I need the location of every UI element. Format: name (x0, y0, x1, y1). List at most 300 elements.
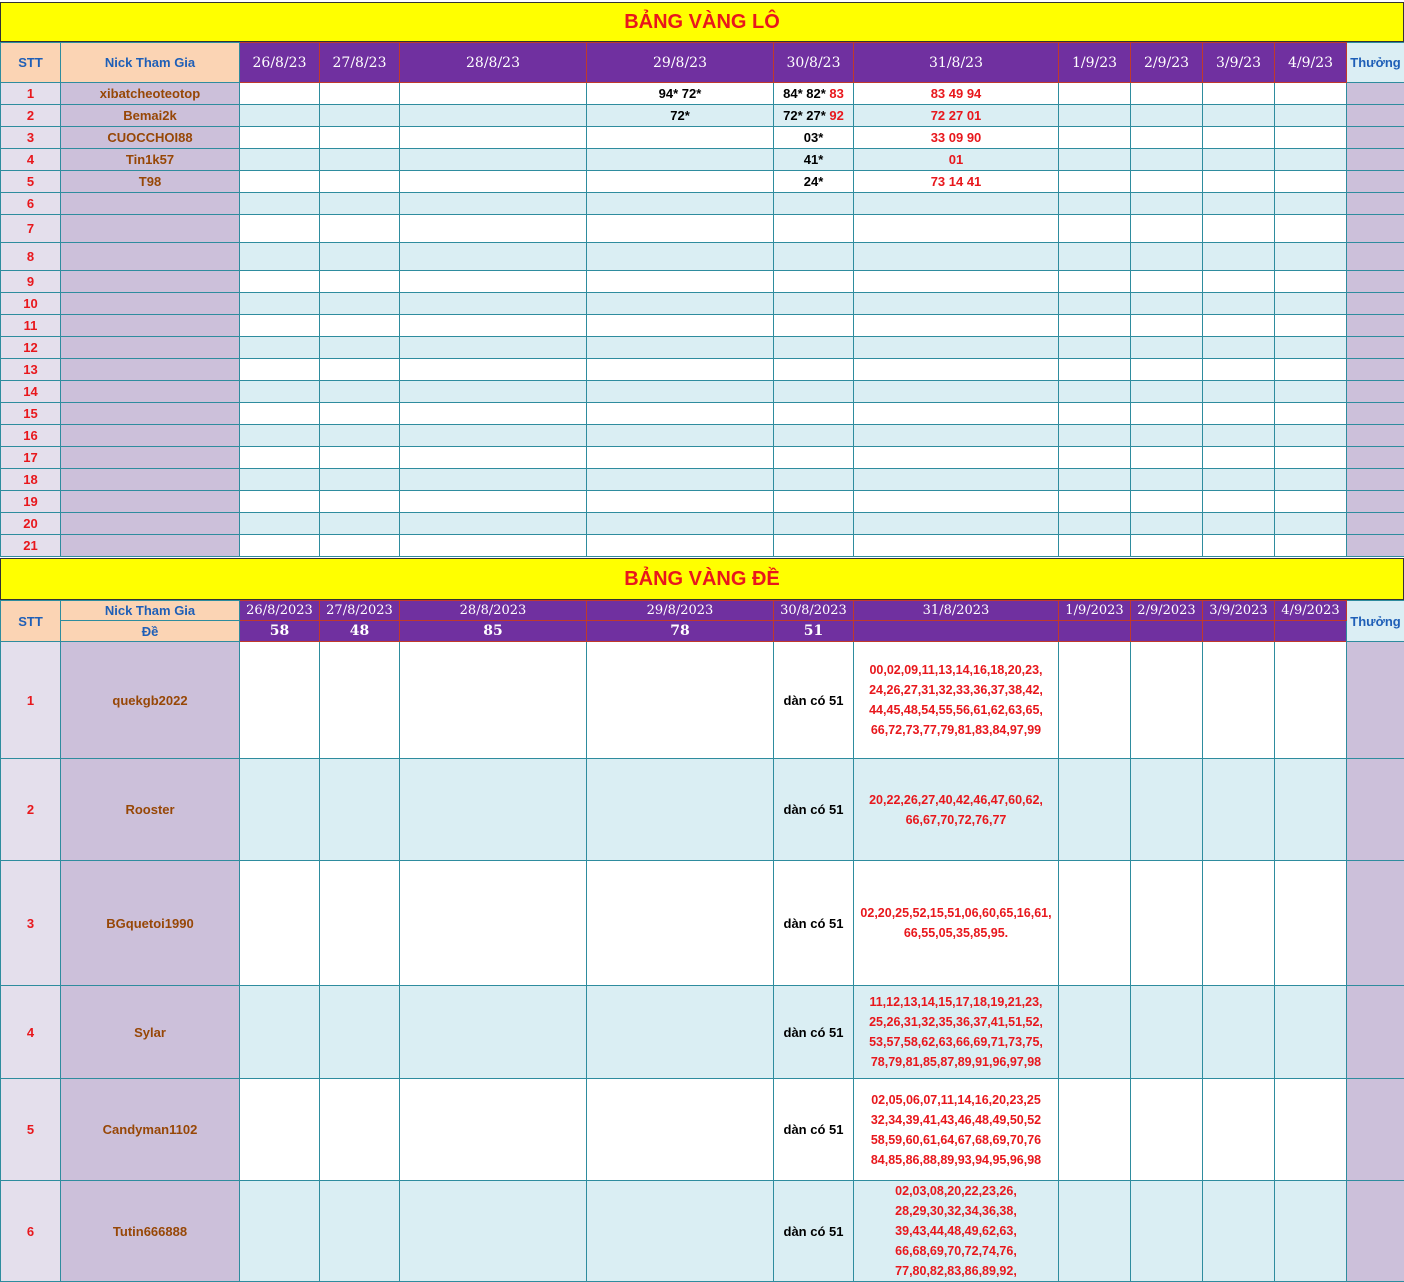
nick-cell[interactable] (61, 535, 240, 557)
date-cell[interactable] (320, 469, 400, 491)
date-cell[interactable]: 33 09 90 (854, 127, 1059, 149)
date-cell[interactable] (400, 642, 587, 759)
date-cell[interactable] (587, 193, 774, 215)
date-cell[interactable] (774, 243, 854, 271)
date-cell[interactable] (240, 359, 320, 381)
date-cell[interactable] (1059, 1181, 1131, 1282)
date-cell[interactable] (587, 491, 774, 513)
date-cell[interactable] (240, 149, 320, 171)
thuong-cell[interactable] (1347, 535, 1404, 557)
date-cell[interactable] (1131, 425, 1203, 447)
nick-cell[interactable] (61, 491, 240, 513)
date-cell[interactable] (774, 469, 854, 491)
date-cell[interactable] (1131, 337, 1203, 359)
date-cell[interactable] (587, 1181, 774, 1282)
date-cell[interactable] (400, 243, 587, 271)
date-cell[interactable] (1131, 535, 1203, 557)
date-cell[interactable] (320, 986, 400, 1079)
nick-cell[interactable] (61, 271, 240, 293)
nick-cell[interactable]: BGquetoi1990 (61, 861, 240, 986)
date-cell[interactable] (774, 193, 854, 215)
date-cell[interactable] (1203, 425, 1275, 447)
date-cell[interactable] (1059, 1079, 1131, 1181)
thuong-cell[interactable] (1347, 513, 1404, 535)
date-cell[interactable] (774, 171, 854, 193)
date-cell[interactable] (587, 513, 774, 535)
date-cell[interactable] (1131, 83, 1203, 105)
date-cell[interactable] (1203, 215, 1275, 243)
date-cell[interactable] (1203, 491, 1275, 513)
date-cell[interactable] (320, 149, 400, 171)
date-cell[interactable] (400, 425, 587, 447)
date-cell[interactable] (400, 215, 587, 243)
date-cell[interactable] (774, 425, 854, 447)
date-cell[interactable] (1131, 215, 1203, 243)
date-cell[interactable] (1203, 535, 1275, 557)
date-cell[interactable] (400, 315, 587, 337)
nick-cell[interactable]: xibatcheoteotop (61, 83, 240, 105)
date-cell[interactable] (240, 861, 320, 986)
date-cell[interactable] (587, 425, 774, 447)
date-cell[interactable] (400, 403, 587, 425)
date-cell[interactable] (1131, 271, 1203, 293)
date-cell[interactable] (1059, 337, 1131, 359)
date-cell[interactable] (240, 127, 320, 149)
date-cell[interactable]: 72* (587, 105, 774, 127)
date-cell[interactable] (854, 425, 1059, 447)
date-cell[interactable] (240, 403, 320, 425)
date-cell[interactable] (320, 83, 400, 105)
thuong-cell[interactable] (1347, 83, 1404, 105)
date-cell[interactable] (320, 293, 400, 315)
thuong-cell[interactable] (1347, 293, 1404, 315)
date-cell[interactable] (240, 469, 320, 491)
date-cell[interactable] (854, 381, 1059, 403)
date-cell[interactable] (240, 337, 320, 359)
date-cell[interactable] (1059, 403, 1131, 425)
date-cell[interactable] (400, 293, 587, 315)
numbers-cell[interactable] (854, 759, 1059, 861)
date-cell[interactable] (1203, 403, 1275, 425)
date-cell[interactable] (1059, 293, 1131, 315)
nick-cell[interactable] (61, 513, 240, 535)
date-cell[interactable] (320, 127, 400, 149)
date-cell[interactable] (587, 271, 774, 293)
date-cell[interactable] (320, 215, 400, 243)
date-cell[interactable] (400, 447, 587, 469)
date-cell[interactable] (1203, 271, 1275, 293)
date-cell[interactable] (1275, 193, 1347, 215)
date-cell[interactable] (774, 215, 854, 243)
date-cell[interactable] (320, 491, 400, 513)
date-cell[interactable] (774, 127, 854, 149)
date-cell[interactable] (1131, 105, 1203, 127)
nick-cell[interactable] (61, 425, 240, 447)
date-cell[interactable] (854, 535, 1059, 557)
date-cell[interactable] (1131, 469, 1203, 491)
date-cell[interactable]: 73 14 41 (854, 171, 1059, 193)
date-cell[interactable] (1275, 861, 1347, 986)
date-cell[interactable] (1203, 861, 1275, 986)
date-cell[interactable] (240, 447, 320, 469)
thuong-cell[interactable] (1347, 315, 1404, 337)
date-cell[interactable] (1203, 642, 1275, 759)
date-cell[interactable] (1059, 359, 1131, 381)
thuong-cell[interactable] (1347, 1181, 1404, 1282)
date-cell[interactable] (1059, 127, 1131, 149)
date-cell[interactable] (400, 171, 587, 193)
date-cell[interactable] (1203, 105, 1275, 127)
date-cell[interactable] (1059, 491, 1131, 513)
thuong-cell[interactable] (1347, 1079, 1404, 1181)
nick-cell[interactable] (61, 381, 240, 403)
date-cell[interactable] (1275, 243, 1347, 271)
nick-cell[interactable]: quekgb2022 (61, 642, 240, 759)
date-cell[interactable] (400, 535, 587, 557)
date-cell[interactable] (587, 243, 774, 271)
date-cell[interactable] (240, 986, 320, 1079)
date-cell[interactable] (320, 1181, 400, 1282)
date-cell[interactable]: 83 49 94 (854, 83, 1059, 105)
date-cell[interactable]: 01 (854, 149, 1059, 171)
thuong-cell[interactable] (1347, 171, 1404, 193)
date-cell[interactable] (774, 105, 854, 127)
date-cell[interactable] (320, 337, 400, 359)
nick-cell[interactable]: Bemai2k (61, 105, 240, 127)
date-cell[interactable] (1131, 861, 1203, 986)
thuong-cell[interactable] (1347, 469, 1404, 491)
date-cell[interactable] (1131, 513, 1203, 535)
date-cell[interactable] (1275, 491, 1347, 513)
nick-cell[interactable] (61, 293, 240, 315)
numbers-cell[interactable] (854, 1181, 1059, 1282)
date-cell[interactable] (1059, 447, 1131, 469)
date-cell[interactable] (774, 491, 854, 513)
date-cell[interactable] (587, 986, 774, 1079)
date-cell[interactable] (1131, 127, 1203, 149)
date-cell[interactable] (854, 447, 1059, 469)
date-cell[interactable] (240, 243, 320, 271)
date-cell[interactable] (1203, 1181, 1275, 1282)
nick-cell[interactable]: T98 (61, 171, 240, 193)
date-cell[interactable] (774, 381, 854, 403)
nick-cell[interactable] (61, 215, 240, 243)
date-cell[interactable] (320, 193, 400, 215)
date-cell[interactable] (240, 425, 320, 447)
date-cell[interactable] (587, 1079, 774, 1181)
date-cell[interactable] (320, 243, 400, 271)
thuong-cell[interactable] (1347, 861, 1404, 986)
date-cell[interactable] (1131, 359, 1203, 381)
date-cell[interactable] (1275, 381, 1347, 403)
date-cell[interactable] (1131, 1079, 1203, 1181)
date-cell[interactable] (1275, 337, 1347, 359)
date-cell[interactable] (774, 447, 854, 469)
date-cell[interactable] (1203, 1079, 1275, 1181)
thuong-cell[interactable] (1347, 491, 1404, 513)
date-cell[interactable] (1275, 535, 1347, 557)
date-cell[interactable] (1059, 535, 1131, 557)
date-cell[interactable] (240, 381, 320, 403)
date-cell[interactable] (587, 403, 774, 425)
date-cell[interactable] (240, 1181, 320, 1282)
date-cell[interactable] (774, 535, 854, 557)
date-cell[interactable] (400, 83, 587, 105)
date-cell[interactable] (320, 171, 400, 193)
thuong-cell[interactable] (1347, 127, 1404, 149)
date-cell[interactable]: 94* 72* (587, 83, 774, 105)
date-cell[interactable] (1059, 83, 1131, 105)
date-cell[interactable] (587, 861, 774, 986)
date-cell[interactable] (1203, 447, 1275, 469)
date-cell[interactable] (400, 105, 587, 127)
date-cell[interactable] (587, 381, 774, 403)
date-cell[interactable] (240, 271, 320, 293)
numbers-cell[interactable] (854, 861, 1059, 986)
date-cell[interactable] (854, 491, 1059, 513)
date-cell[interactable] (587, 469, 774, 491)
date-cell[interactable] (587, 447, 774, 469)
date-cell[interactable] (400, 469, 587, 491)
date-cell[interactable] (320, 1079, 400, 1181)
date-cell[interactable] (240, 215, 320, 243)
date-cell[interactable] (1059, 193, 1131, 215)
date-cell[interactable] (1059, 759, 1131, 861)
date-cell[interactable] (1131, 381, 1203, 403)
thuong-cell[interactable] (1347, 215, 1404, 243)
date-cell[interactable] (400, 491, 587, 513)
nick-cell[interactable]: Candyman1102 (61, 1079, 240, 1181)
date-cell[interactable] (320, 861, 400, 986)
date-cell[interactable] (774, 337, 854, 359)
date-cell[interactable] (400, 149, 587, 171)
date-cell[interactable] (1203, 986, 1275, 1079)
thuong-cell[interactable] (1347, 243, 1404, 271)
nick-cell[interactable] (61, 403, 240, 425)
date-cell[interactable]: dàn có 51 (774, 759, 854, 861)
date-cell[interactable] (1059, 469, 1131, 491)
date-cell[interactable]: dàn có 51 (774, 861, 854, 986)
thuong-cell[interactable] (1347, 359, 1404, 381)
date-cell[interactable] (320, 642, 400, 759)
date-cell[interactable]: 72 27 01 (854, 105, 1059, 127)
date-cell[interactable] (587, 642, 774, 759)
date-cell[interactable] (1275, 759, 1347, 861)
date-cell[interactable] (240, 293, 320, 315)
thuong-cell[interactable] (1347, 381, 1404, 403)
date-cell[interactable] (1059, 425, 1131, 447)
nick-cell[interactable] (61, 337, 240, 359)
date-cell[interactable] (400, 381, 587, 403)
date-cell[interactable] (1275, 1079, 1347, 1181)
date-cell[interactable] (240, 642, 320, 759)
date-cell[interactable] (1131, 403, 1203, 425)
thuong-cell[interactable] (1347, 337, 1404, 359)
thuong-cell[interactable] (1347, 642, 1404, 759)
date-cell[interactable] (1275, 127, 1347, 149)
date-cell[interactable] (1059, 642, 1131, 759)
date-cell[interactable] (240, 535, 320, 557)
date-cell[interactable] (240, 315, 320, 337)
date-cell[interactable] (1275, 105, 1347, 127)
date-cell[interactable] (854, 193, 1059, 215)
date-cell[interactable] (587, 149, 774, 171)
date-cell[interactable] (1131, 193, 1203, 215)
date-cell[interactable] (587, 127, 774, 149)
date-cell[interactable] (400, 271, 587, 293)
date-cell[interactable] (1059, 149, 1131, 171)
date-cell[interactable] (854, 359, 1059, 381)
date-cell[interactable] (587, 293, 774, 315)
date-cell[interactable] (774, 149, 854, 171)
date-cell[interactable] (320, 535, 400, 557)
date-cell[interactable] (320, 425, 400, 447)
date-cell[interactable] (400, 513, 587, 535)
nick-cell[interactable]: Rooster (61, 759, 240, 861)
date-cell[interactable] (320, 315, 400, 337)
date-cell[interactable] (1275, 642, 1347, 759)
thuong-cell[interactable] (1347, 149, 1404, 171)
date-cell[interactable] (854, 469, 1059, 491)
date-cell[interactable] (400, 337, 587, 359)
date-cell[interactable] (854, 337, 1059, 359)
date-cell[interactable] (587, 759, 774, 861)
date-cell[interactable] (1275, 215, 1347, 243)
date-cell[interactable] (1203, 149, 1275, 171)
date-cell[interactable] (240, 513, 320, 535)
date-cell[interactable] (240, 491, 320, 513)
date-cell[interactable] (1275, 469, 1347, 491)
date-cell[interactable] (774, 403, 854, 425)
date-cell[interactable] (320, 271, 400, 293)
date-cell[interactable] (240, 105, 320, 127)
date-cell[interactable] (1131, 491, 1203, 513)
nick-cell[interactable]: CUOCCHOI88 (61, 127, 240, 149)
date-cell[interactable] (1059, 381, 1131, 403)
date-cell[interactable] (400, 1079, 587, 1181)
date-cell[interactable] (1131, 243, 1203, 271)
date-cell[interactable] (774, 271, 854, 293)
date-cell[interactable] (240, 1079, 320, 1181)
nick-cell[interactable] (61, 243, 240, 271)
nick-cell[interactable] (61, 193, 240, 215)
date-cell[interactable] (774, 513, 854, 535)
date-cell[interactable] (774, 293, 854, 315)
date-cell[interactable] (1275, 986, 1347, 1079)
date-cell[interactable] (320, 105, 400, 127)
date-cell[interactable] (240, 83, 320, 105)
nick-cell[interactable]: Tin1k57 (61, 149, 240, 171)
date-cell[interactable] (1131, 293, 1203, 315)
date-cell[interactable]: dàn có 51 (774, 986, 854, 1079)
date-cell[interactable] (400, 759, 587, 861)
date-cell[interactable] (1275, 315, 1347, 337)
date-cell[interactable] (1203, 127, 1275, 149)
date-cell[interactable] (1203, 759, 1275, 861)
date-cell[interactable] (1275, 359, 1347, 381)
date-cell[interactable] (1059, 171, 1131, 193)
date-cell[interactable] (240, 759, 320, 861)
date-cell[interactable]: dàn có 51 (774, 642, 854, 759)
date-cell[interactable] (1059, 105, 1131, 127)
date-cell[interactable]: dàn có 51 (774, 1079, 854, 1181)
date-cell[interactable] (1203, 513, 1275, 535)
date-cell[interactable] (1203, 243, 1275, 271)
date-cell[interactable] (1275, 425, 1347, 447)
date-cell[interactable] (1203, 381, 1275, 403)
date-cell[interactable] (320, 359, 400, 381)
nick-cell[interactable] (61, 469, 240, 491)
date-cell[interactable] (1059, 986, 1131, 1079)
date-cell[interactable]: dàn có 51 (774, 1181, 854, 1282)
date-cell[interactable] (1275, 447, 1347, 469)
thuong-cell[interactable] (1347, 105, 1404, 127)
date-cell[interactable] (320, 447, 400, 469)
date-cell[interactable] (587, 171, 774, 193)
date-cell[interactable] (1131, 759, 1203, 861)
thuong-cell[interactable] (1347, 403, 1404, 425)
nick-cell[interactable]: Sylar (61, 986, 240, 1079)
date-cell[interactable] (1275, 1181, 1347, 1282)
nick-cell[interactable] (61, 447, 240, 469)
date-cell[interactable] (1203, 469, 1275, 491)
date-cell[interactable] (587, 535, 774, 557)
numbers-cell[interactable] (854, 1079, 1059, 1181)
date-cell[interactable] (774, 315, 854, 337)
date-cell[interactable] (854, 271, 1059, 293)
date-cell[interactable] (400, 127, 587, 149)
date-cell[interactable] (240, 171, 320, 193)
date-cell[interactable] (854, 243, 1059, 271)
date-cell[interactable] (1203, 359, 1275, 381)
date-cell[interactable] (400, 359, 587, 381)
date-cell[interactable] (1059, 271, 1131, 293)
thuong-cell[interactable] (1347, 447, 1404, 469)
date-cell[interactable] (1275, 293, 1347, 315)
date-cell[interactable] (854, 513, 1059, 535)
date-cell[interactable] (320, 403, 400, 425)
numbers-cell[interactable] (854, 986, 1059, 1079)
date-cell[interactable] (854, 403, 1059, 425)
date-cell[interactable] (1131, 642, 1203, 759)
date-cell[interactable] (854, 315, 1059, 337)
nick-cell[interactable] (61, 315, 240, 337)
date-cell[interactable] (1275, 271, 1347, 293)
thuong-cell[interactable] (1347, 425, 1404, 447)
date-cell[interactable] (400, 193, 587, 215)
date-cell[interactable] (320, 513, 400, 535)
date-cell[interactable] (1059, 513, 1131, 535)
numbers-cell[interactable] (854, 642, 1059, 759)
date-cell[interactable] (240, 193, 320, 215)
date-cell[interactable] (1275, 171, 1347, 193)
date-cell[interactable] (1203, 337, 1275, 359)
date-cell[interactable] (320, 759, 400, 861)
date-cell[interactable] (1131, 447, 1203, 469)
date-cell[interactable] (1203, 315, 1275, 337)
date-cell[interactable] (1059, 315, 1131, 337)
date-cell[interactable] (1131, 1181, 1203, 1282)
date-cell[interactable] (1131, 315, 1203, 337)
date-cell[interactable] (587, 359, 774, 381)
nick-cell[interactable]: Tutin666888 (61, 1181, 240, 1282)
date-cell[interactable] (1131, 149, 1203, 171)
date-cell[interactable] (774, 83, 854, 105)
date-cell[interactable] (587, 315, 774, 337)
date-cell[interactable] (1203, 293, 1275, 315)
date-cell[interactable] (1059, 215, 1131, 243)
date-cell[interactable] (1203, 171, 1275, 193)
